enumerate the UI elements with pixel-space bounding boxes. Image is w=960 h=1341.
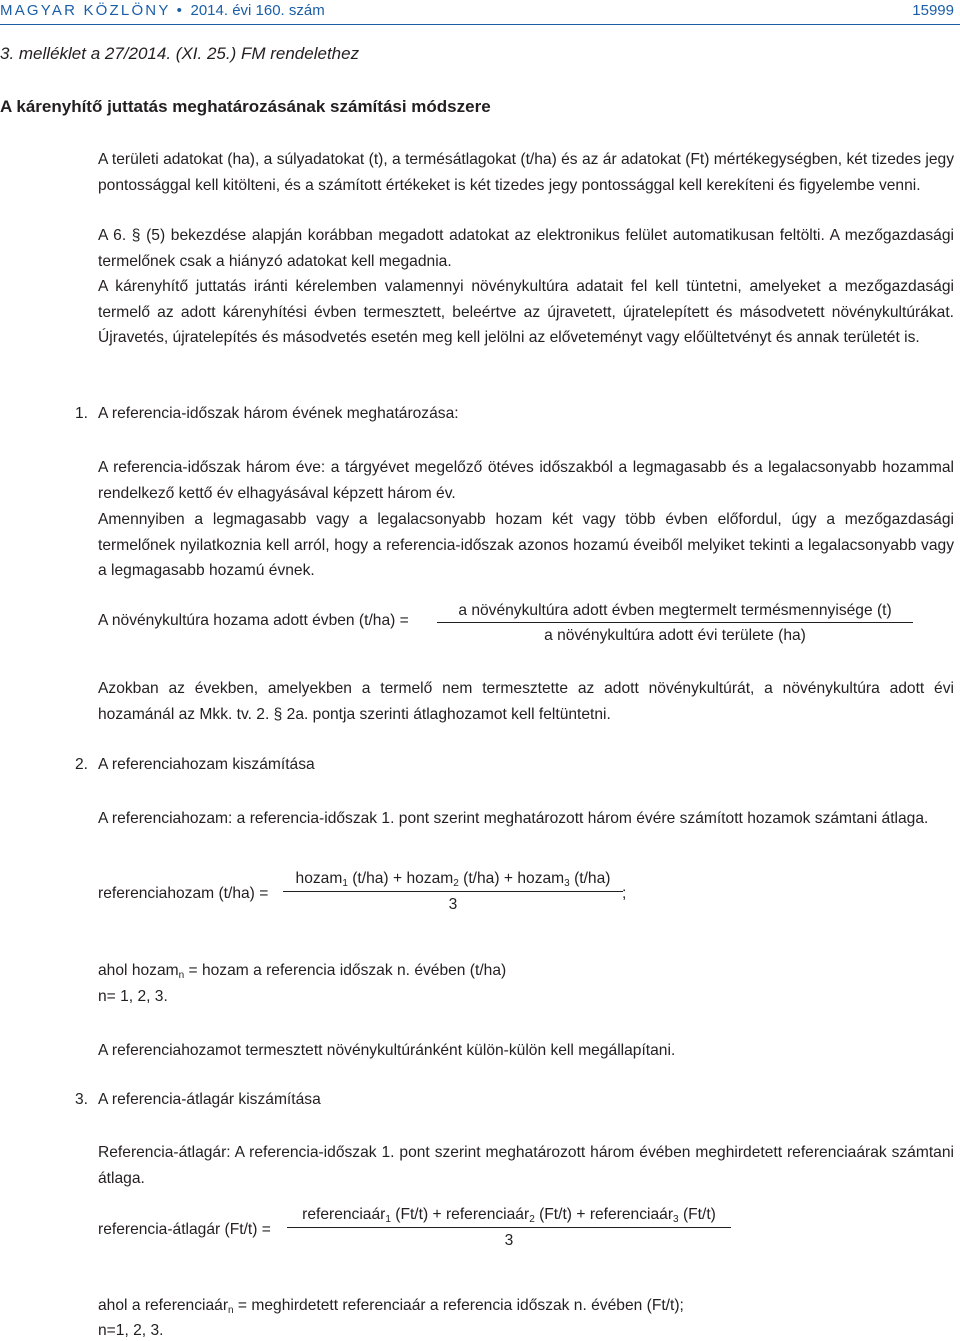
section-1-paragraph-3: Azokban az években, amelyekben a termelő nem termesztette az adott növénykultúrát, a növénykultúra adott évi hozamánál az Mkk. tv. 2. § 2a. pontja szerinti átlaghozamot kell feltüntetni. bbox=[98, 680, 954, 723]
reference-yield-n-values: n= 1, 2, 3. bbox=[98, 988, 168, 1005]
section-3-paragraph-1: Referencia-átlagár: A referencia-időszak 1. pont szerint meghatározott három évében meghirdetett referenciaárak számtani átlaga. bbox=[98, 1144, 954, 1187]
section-2-paragraph-2: A referenciahozamot termesztett növénykultúránként külön-külön kell megállapítani. bbox=[98, 1042, 676, 1059]
section-1-paragraph-2: Amennyiben a legmagasabb vagy a legalacsonyabb hozam két vagy több évben előfordul, úgy a mezőgazdasági termelőnek nyilatkoznia kell arról, hogy a referencia-időszak azonos hozamú éveiből melyiket tekinti a legalacsonyabb vagy a legmagasabb hozamú évnek. bbox=[98, 511, 954, 579]
section-3-number: 3. bbox=[75, 1091, 89, 1108]
annex-title: 3. melléklet a 27/2014. (XI. 25.) FM rendelethez bbox=[0, 44, 360, 63]
reference-price-n-values: n=1, 2, 3. bbox=[98, 1322, 164, 1339]
reference-yield-definition: ahol hozam$_n$ = hozam a referencia időszak n. évében (t/ha) bbox=[98, 962, 507, 981]
section-3-heading bbox=[75, 1091, 321, 1109]
document-title: A kárenyhítő juttatás meghatározásának számítási módszere bbox=[0, 97, 491, 116]
page-header bbox=[0, 0, 960, 22]
reference-price-formula-denominator: 3 bbox=[504, 1232, 514, 1249]
intro-paragraph-1: A területi adatokat (ha), a súlyadatokat (t), a termésátlagokat (t/ha) és az ár adatokat (Ft) mértékegységben, két tizedes jegy pontossággal kell kitölteni, és a számított értékeket is két tizedes jegy pontossággal kell kerekíteni és figyelembe venni. bbox=[98, 151, 954, 194]
formula-semicolon: ; bbox=[622, 885, 627, 902]
section-1-number: 1. bbox=[75, 405, 89, 422]
issue-label: 2014. évi 160. szám bbox=[190, 2, 325, 19]
yield-formula-fraction bbox=[437, 602, 913, 645]
section-1-heading bbox=[75, 405, 459, 423]
section-2-paragraph-1: A referenciahozam: a referencia-időszak 1. pont szerint meghatározott három évére számított hozamok számtani átlaga. bbox=[98, 810, 929, 827]
header-rule bbox=[0, 24, 960, 25]
journal-header: MAGYAR KÖZLÖNY • 2014. évi 160. szám bbox=[0, 2, 325, 19]
section-2-number: 2. bbox=[75, 756, 89, 773]
reference-price-formula-fraction bbox=[287, 1206, 731, 1250]
yield-formula-denominator: a növénykultúra adott évi területe (ha) bbox=[544, 627, 806, 644]
intro-paragraph-2: A 6. § (5) bekezdése alapján korábban megadott adatokat az elektronikus felület automatikusan feltölti. A mezőgazdasági termelőnek csak a hiányzó adatokat kell megadnia. bbox=[98, 227, 954, 270]
page-number: 15999 bbox=[912, 2, 954, 19]
reference-price-formula-lhs: referencia-átlagár (Ft/t) = bbox=[98, 1221, 271, 1238]
section-2-title: A referenciahozam kiszámítása bbox=[98, 756, 315, 773]
reference-yield-formula-denominator: 3 bbox=[448, 896, 458, 913]
intro-paragraph-3: A kárenyhítő juttatás iránti kérelemben valamennyi növénykultúra adatait fel kell tüntetni, amelyeket a mezőgazdasági termelő az adott kárenyhítési évben termesztett, beleértve az újravetett, újratelepített és másodvetett növénykultúrákat. Újravetés, újratelepítés és másodvetés esetén meg kell jelölni az előveteményt vagy előültetvényt és annak területét is. bbox=[98, 278, 954, 346]
section-2-heading bbox=[75, 756, 315, 774]
reference-yield-formula-lhs: referenciahozam (t/ha) = bbox=[98, 885, 269, 902]
reference-price-formula-numerator: referenciaár$_1$ (Ft/t) + referenciaár$_2$ (Ft/t) + referenciaár$_3$ (Ft/t) bbox=[287, 1206, 731, 1228]
section-1-paragraph-1: A referencia-időszak három éve: a tárgyévet megelőző ötéves időszakból a legmagasabb és a legalacsonyabb hozammal rendelkező kettő év elhagyásával képzett három év. bbox=[98, 459, 954, 502]
section-1-title: A referencia-időszak három évének meghatározása: bbox=[98, 405, 459, 422]
reference-yield-formula-fraction bbox=[283, 870, 623, 914]
yield-formula-lhs: A növénykultúra hozama adott évben (t/ha) = bbox=[98, 612, 409, 629]
reference-yield-formula-numerator: hozam$_1$ (t/ha) + hozam$_2$ (t/ha) + hozam$_3$ (t/ha) bbox=[283, 870, 623, 892]
reference-price-definition: ahol a referenciaár$_n$ = meghirdetett referenciaár a referencia időszak n. évében (Ft/t); bbox=[98, 1297, 684, 1316]
journal-name: MAGYAR KÖZLÖNY bbox=[0, 2, 171, 19]
section-3-title: A referencia-átlagár kiszámítása bbox=[98, 1091, 321, 1108]
yield-formula-numerator: a növénykultúra adott évben megtermelt termésmennyisége (t) bbox=[437, 602, 913, 623]
